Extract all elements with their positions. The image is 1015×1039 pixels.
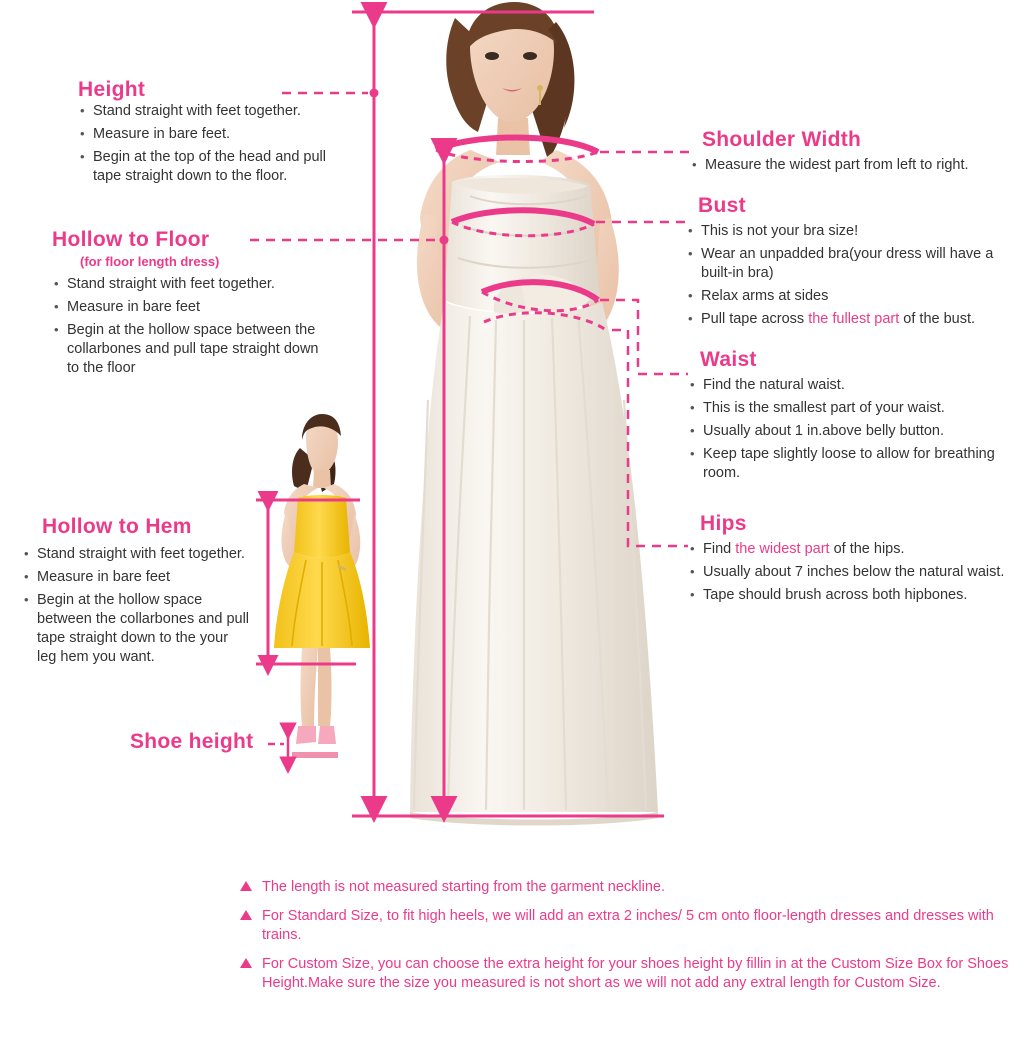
bust-pull-prefix: Pull tape across <box>701 311 809 327</box>
hollow-to-floor-subheading: (for floor length dress) <box>80 254 220 269</box>
shoulder-width-heading: Shoulder Width <box>702 128 862 151</box>
list-item: • Find the natural waist. <box>688 376 1000 395</box>
short-dress-model-figure <box>274 414 370 758</box>
note-text: For Standard Size, to fit high heels, we will add an extra 2 inches/ 5 cm onto floor-length dresses and dresses with trains. <box>262 908 994 943</box>
section-height <box>78 78 338 190</box>
list-item: • Wear an unpadded bra(your dress will have a built-in bra) <box>686 245 1014 283</box>
height-bullets <box>78 102 338 186</box>
list-item: • Measure in bare feet <box>22 568 250 587</box>
hollow-to-hem-bullets <box>22 545 250 667</box>
hips-find-highlight: the widest part <box>735 541 830 557</box>
list-item: • This is not your bra size! <box>686 222 1014 241</box>
list-item <box>688 540 1012 559</box>
list-item: • Measure in bare feet. <box>78 125 338 144</box>
hips-heading: Hips <box>700 512 747 535</box>
list-item: • Begin at the hollow space between the collarbones and pull tape straight down to the floor <box>52 321 327 378</box>
section-bust <box>698 194 1014 333</box>
hollow-to-floor-heading: Hollow to Floor <box>52 228 210 251</box>
note-item <box>240 878 1010 897</box>
list-item: • This is the smallest part of your waist. <box>688 399 1000 418</box>
list-item: • Tape should brush across both hipbones. <box>688 586 1012 605</box>
hips-find-prefix: Find <box>703 541 736 557</box>
section-shoulder-width <box>702 128 1012 179</box>
main-model-figure <box>410 2 658 826</box>
shoulder-width-bullets <box>702 156 1012 175</box>
hips-bullets <box>688 540 1012 605</box>
warning-triangle-icon <box>240 910 252 920</box>
bust-pull-suffix: of the bust. <box>899 311 976 327</box>
section-hollow-to-floor <box>52 228 327 382</box>
list-item: • Usually about 7 inches below the natural waist. <box>688 563 1012 582</box>
bust-heading: Bust <box>698 194 746 217</box>
warning-triangle-icon <box>240 881 252 891</box>
shoe-height-heading: Shoe height <box>130 730 254 753</box>
section-hips <box>700 512 1012 609</box>
list-item: • Stand straight with feet together. <box>78 102 338 121</box>
bust-bullets <box>686 222 1014 329</box>
list-item: • Begin at the top of the head and pull tape straight down to the floor. <box>78 148 338 186</box>
waist-heading: Waist <box>700 348 757 371</box>
note-text: The length is not measured starting from the garment neckline. <box>262 879 665 895</box>
warning-triangle-icon <box>240 958 252 968</box>
list-item: • Stand straight with feet together. <box>52 275 327 294</box>
hollow-to-floor-bullets <box>52 275 327 378</box>
list-item: • Begin at the hollow space between the collarbones and pull tape straight down to the your leg hem you want. <box>22 591 250 667</box>
list-item: • Keep tape slightly loose to allow for breathing room. <box>688 445 1000 483</box>
list-item: • Stand straight with feet together. <box>22 545 250 564</box>
list-item: • Measure in bare feet <box>52 298 327 317</box>
section-shoe-height <box>130 730 253 754</box>
list-item: • Relax arms at sides <box>686 287 1014 306</box>
hollow-to-hem-heading: Hollow to Hem <box>42 515 192 538</box>
note-item <box>240 907 1010 945</box>
bust-pull-highlight: the fullest part <box>808 311 900 327</box>
note-item <box>240 955 1010 993</box>
footer-notes <box>240 878 1010 1003</box>
list-item: • Measure the widest part from left to right. <box>690 156 1012 175</box>
list-item: • Usually about 1 in.above belly button. <box>688 422 1000 441</box>
list-item <box>686 310 1014 329</box>
section-waist <box>700 348 1000 487</box>
height-heading: Height <box>78 78 146 101</box>
note-text: For Custom Size, you can choose the extra height for your shoes height by fillin in at the Custom Size Box for Shoes Height.Make sure the size you measured is not short as we will not add any extral length for Custom Size. <box>262 956 1009 991</box>
section-hollow-to-hem <box>22 515 250 671</box>
waist-bullets <box>688 376 1000 483</box>
hips-find-suffix: of the hips. <box>829 541 905 557</box>
